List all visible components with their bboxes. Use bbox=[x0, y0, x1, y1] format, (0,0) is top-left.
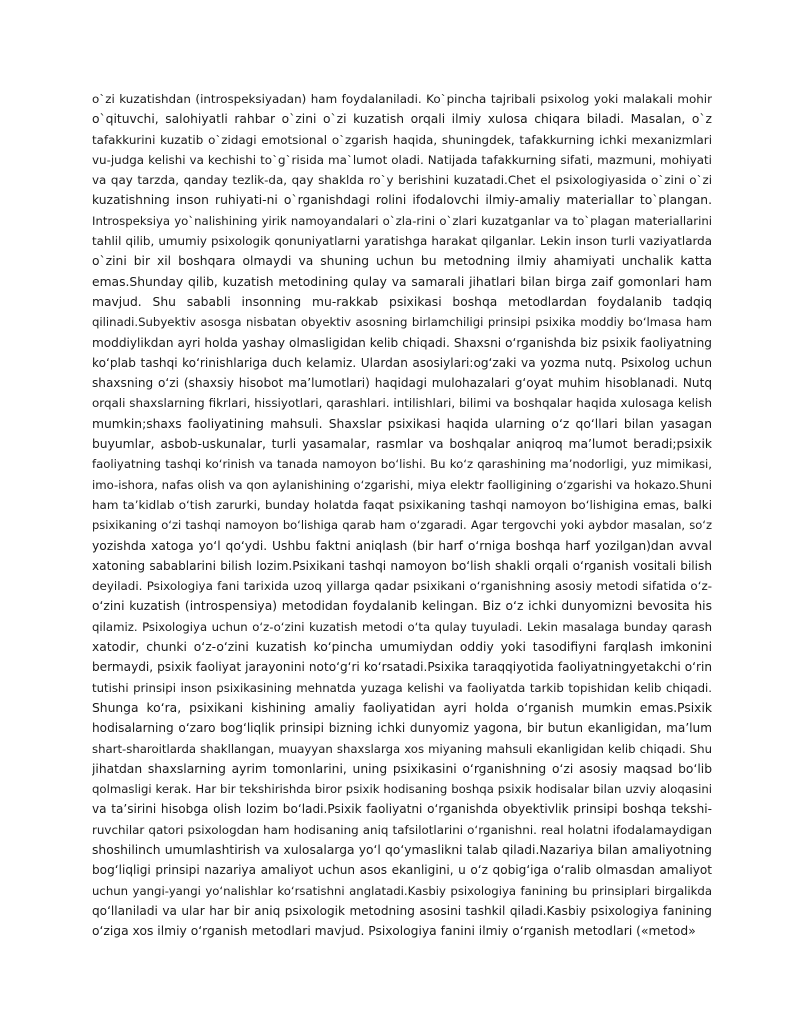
text-line: o`zi kuzatishdan (introspeksiyadan) ham foydalaniladi. Ko`pincha tajribali psixolog yoki malakali mohir bbox=[92, 92, 712, 106]
text-line: xatodir, chunki o‘z-o‘zini kuzatish ko‘pincha umumiydan oddiy yoki tasodifiyni farqlash imkonini bbox=[92, 640, 712, 655]
text-line: deyiladi. Psixologiya fani tarixida uzoq yillarga qadar psixikani o‘rganishning asosiy metodi sifatida o‘z- bbox=[92, 579, 712, 594]
text-line: mavjud. Shu sababli insonning mu-rakkab psixikasi boshqa metodlardan foydalanib tadqiq bbox=[92, 294, 712, 309]
text-line: psixikaning o‘zi tashqi namoyon bo‘lishiga qarab ham o‘zgaradi. Agar tergovchi yoki aybdor masalan, so‘z bbox=[92, 518, 712, 533]
body-text bbox=[92, 89, 712, 941]
text-line: orqali shaxslarning fikrlari, hissiyotlari, qarashlari. intilishlari, bilimi va boshqalar haqida xulosaga kelish bbox=[92, 396, 712, 411]
text-line: vu-judga kelishi va kechishi to`g`risida ma`lumot oladi. Natijada tafakkurning sifati, mazmuni, mohiyati bbox=[92, 152, 712, 167]
text-line: shart-sharoitlarda shakllangan, muayyan shaxslarga xos miyaning mahsuli ekanligidan kelib chiqadi. Shu bbox=[92, 741, 712, 756]
text-line: qilinadi.Subyektiv asosga nisbatan obyektiv asosning birlamchiligi prinsipi psixika moddiy bo‘lmasa ham bbox=[92, 315, 712, 330]
text-line: Shunga ko‘ra, psixikani kishining amaliy faoliyatidan ayri holda o‘rganish mumkin emas.Psixik bbox=[92, 700, 712, 715]
text-line: bermaydi, psixik faoliyat jarayonini noto‘g‘ri ko‘rsatadi.Psixika taraqqiyotida faoliyatningyetakchi o‘rin bbox=[92, 660, 712, 675]
text-line: ham ta’kidlab o‘tish zarurki, bunday holatda faqat psixikaning tashqi namoyon bo‘lishigina emas, balki bbox=[92, 497, 712, 512]
text-line: hodisalarning o‘zaro bog‘liqlik prinsipi bizning ichki dunyomiz yagona, bir butun ekanligidan, ma’lum bbox=[92, 721, 712, 736]
text-line: o`zini bir xil boshqara olmaydi va shuning uchun bu metodning ilmiy ahamiyati unchalik katta bbox=[92, 254, 712, 269]
text-line: va qay tarzda, qanday tezlik-da, qay shaklda ro`y berishini kuzatadi.Chet el psixologiyasida o`zini o`zi bbox=[92, 173, 712, 188]
text-line: uchun yangi-yangi yo‘nalishlar ko‘rsatishni anglatadi.Kasbiy psixologiya fanining bu prinsiplari birgalikda bbox=[92, 883, 712, 898]
text-line: shoshilinch umumlashtirish va xulosalarga yo‘l qo‘ymaslikni talab qiladi.Nazariya bilan amaliyotning bbox=[92, 842, 712, 857]
text-line: tafakkurini kuzatib o`zidagi emotsional o`zgarish haqida, shuningdek, tafakkurning ichki mexanizmlari bbox=[92, 132, 712, 147]
text-line: ko‘plab tashqi ko‘rinishlariga duch kelamiz. Ulardan asosiylari:og‘zaki va yozma nutq. Psixolog uchun bbox=[92, 355, 712, 370]
text-line: qolmasligi kerak. Har bir tekshirishda biror psixik hodisaning boshqa psixik hodisalar bilan uzviy aloqasini bbox=[92, 782, 712, 797]
text-line: qilamiz. Psixologiya uchun o‘z-o‘zini kuzatish metodi o‘ta qulay tuyuladi. Lekin masalaga bunday qarash bbox=[92, 619, 712, 634]
text-line: xatoning sabablarini bilish lozim.Psixikani tashqi namoyon bo‘lish shakli orqali o‘rganish vositali bilish bbox=[92, 558, 712, 573]
text-line: tahlil qilib, umumiy psixologik qonuniyatlarni yaratishga harakat qilganlar. Lekin inson turli vaziyatlarda bbox=[92, 234, 712, 249]
text-line: o‘zini kuzatish (introspensiya) metodidan foydalanib kelingan. Biz o‘z ichki dunyomizni bevosita his bbox=[92, 599, 712, 614]
text-line: kuzatishning inson ruhiyati-ni o`rganishdagi rolini ifodalovchi ilmiy-amaliy materiallar to`plangan. bbox=[92, 193, 712, 208]
text-line: faoliyatning tashqi ko‘rinish va tanada namoyon bo‘lishi. Bu ko‘z qarashining ma’nodorligi, yuz mimikasi, bbox=[92, 457, 712, 472]
text-line: tutishi prinsipi inson psixikasining mehnatda yuzaga kelishi va faoliyatda tarkib topishidan kelib chiqadi. bbox=[92, 680, 712, 695]
text-line: shaxsning o‘zi (shaxsiy hisobot ma’lumotlari) haqidagi mulohazalari g‘oyat muhim hisoblanadi. Nutq bbox=[92, 376, 712, 391]
text-line: va ta’sirini hisobga olish lozim bo‘ladi.Psixik faoliyatni o‘rganishda obyektivlik prinsipi boshqa tekshi- bbox=[92, 802, 712, 817]
text-line: o`qituvchi, salohiyatli rahbar o`zini o`zi kuzatish orqali ilmiy xulosa chiqara biladi. Masalan, o`z bbox=[92, 112, 712, 127]
text-line: moddiylikdan ayri holda yashay olmasligidan kelib chiqadi. Shaxsni o‘rganishda biz psixik faoliyatning bbox=[92, 335, 712, 350]
text-line: bog‘liqligi prinsipi nazariya amaliyot uchun asos ekanligini, u o‘z qobig‘iga o‘ralib olmasdan amaliyot bbox=[92, 863, 712, 878]
text-line: qo‘llaniladi va ular har bir aniq psixologik metodning asosini tashkil qiladi.Kasbiy psixologiya fanining bbox=[92, 903, 712, 918]
text-line: yozishda xatoga yo‘l qo‘ydi. Ushbu faktni aniqlash (bir harf o‘rniga boshqa harf yozilgan)dan avval bbox=[92, 538, 712, 553]
text-line: buyumlar, asbob-uskunalar, turli yasamalar, rasmlar va boshqalar aniqroq ma’lumot beradi;psixik bbox=[92, 437, 712, 452]
text-line: o‘ziga xos ilmiy o‘rganish metodlari mavjud. Psixologiya fanini ilmiy o‘rganish metodlari («metod» bbox=[92, 924, 696, 939]
text-line: Introspeksiya yo`nalishining yirik namoyandalari o`zla-rini o`zlari kuzatganlar va to`plagan materiallarini bbox=[92, 213, 712, 228]
text-line: jihatdan shaxslarning ayrim tomonlarini, uning psixikasini o‘rganishning o‘zi asosiy maqsad bo‘lib bbox=[92, 761, 712, 776]
text-line: emas.Shunday qilib, kuzatish metodining qulay va samarali jihatlari bilan birga zaif gomonlari ham bbox=[92, 274, 712, 289]
text-line: imo-ishora, nafas olish va qon aylanishining o‘zgarishi, miya elektr faolligining o‘zgarishi va hokazo.Shuni bbox=[92, 477, 712, 492]
text-line: mumkin;shaxs faoliyatining mahsuli. Shaxslar psixikasi haqida ularning o‘z qo‘llari bilan yasagan bbox=[92, 416, 712, 431]
text-line: ruvchilar qatori psixologdan ham hodisaning aniq tafsilotlarini o‘rganishni. real holatni ifodalamaydigan bbox=[92, 822, 712, 837]
